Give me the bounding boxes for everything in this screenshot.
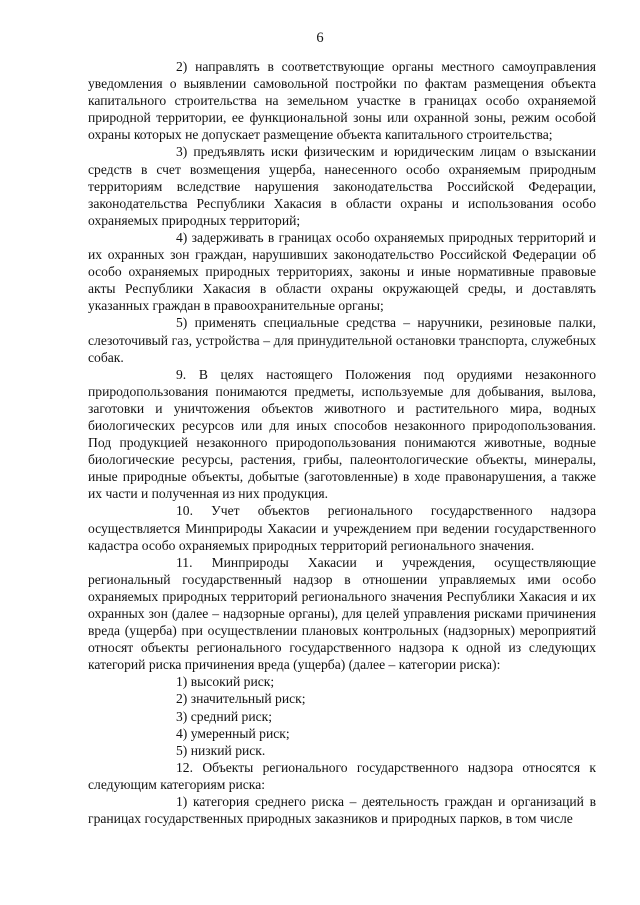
risk-list-item: [88, 673, 596, 690]
paragraph-3: [88, 143, 596, 228]
paragraph-number: 9.: [176, 366, 187, 382]
paragraph-text: Объекты регионального государственного надзора относятся к следующим категориям риска:: [88, 759, 596, 792]
paragraph-number: 12.: [176, 759, 193, 775]
paragraph-5: [88, 314, 596, 365]
paragraph-number: 4): [176, 229, 188, 245]
list-text: высокий риск;: [190, 674, 275, 690]
risk-list-item: [88, 690, 596, 707]
paragraph-12-1: [88, 793, 596, 827]
paragraph-4: [88, 229, 596, 314]
paragraph-number: 1): [176, 794, 188, 810]
paragraph-number: 5): [176, 315, 188, 331]
paragraph-text: Учет объектов регионального государственного надзора осуществляется Минприроды Хакасии и учреждением при ведении государственного кадастра особо охраняемых природных территорий регионального значения.: [88, 503, 596, 553]
paragraph-text: предъявлять иски физическим и юридическим лицам о взыскании средств в счет возмещения ущерба, нанесенного особо охраняемым природным территориям вследствие нарушения законодательства Российской Федерации, законодательства Республики Хакасия в области охраны и использования особо охраняемых природных территорий;: [88, 144, 596, 228]
risk-list-item: [88, 725, 596, 742]
page-number: 6: [316, 30, 324, 46]
list-text: низкий риск.: [190, 742, 266, 758]
paragraph-number: 2): [176, 59, 188, 74]
paragraph-text: направлять в соответствующие органы местного самоуправления уведомления о выявлении самовольной постройки по фактам размещения объекта капитального строительства на земельном участке в границах особо охраняемой природной территории, ее функциональной зоны или охранной зоны, режим особой охраны которых не допускает размещение объекта капитального строительства;: [88, 59, 597, 143]
list-number: 5): [176, 742, 188, 758]
list-number: 1): [176, 674, 188, 690]
list-number: 4): [176, 725, 188, 741]
paragraph-text: задерживать в границах особо охраняемых природных территорий и их охранных зон граждан, нарушивших законодательство Российской Федерации об особо охраняемых природных территориях, законы и иные нормативные правовые акты Республики Хакасия в области охраны окружающей среды, и доставлять указанных граждан в правоохранительные органы;: [88, 229, 596, 314]
paragraph-text: категория среднего риска – деятельность граждан и организаций в границах государственных природных заказников и природных парков, в том числе: [88, 794, 596, 827]
list-number: 2): [176, 691, 188, 707]
list-text: умеренный риск;: [190, 725, 290, 741]
risk-list-item: [88, 708, 596, 725]
paragraph-number: 11.: [176, 554, 193, 570]
paragraph-number: 3): [176, 144, 188, 160]
document-body: [88, 58, 596, 827]
risk-list-item: [88, 742, 596, 759]
list-number: 3): [176, 708, 188, 724]
paragraph-10: [88, 502, 596, 553]
paragraph-text: В целях настоящего Положения под орудиями незаконного природопользования понимаются предметы, используемые для добывания, вылова, заготовки и уничтожения объектов животного и растительного мира, водных биологических ресурсов или для иных способов незаконного природопользования. Под продукцией незаконного природопользования понимаются животные, водные биологические ресурсы, растения, грибы, палеонтологические объекты, минералы, иные природные объекты, добытые (заготовленные) в ходе правонарушения, а также их части и полученная из них продукция.: [88, 366, 596, 502]
paragraph-text: Минприроды Хакасии и учреждения, осуществляющие региональный государственный надзор в отношении управляемых ими особо охраняемых природных территорий регионального значения Республики Хакасия и их охранных зон (далее – надзорные органы), для целей управления рисками причинения вреда (ущерба) при осуществлении плановых контрольных (надзорных) мероприятий относят объекты регионального государственного надзора к одной из следующих категорий риска причинения вреда (ущерба) (далее – категории риска):: [88, 554, 596, 673]
paragraph-text: применять специальные средства – наручники, резиновые палки, слезоточивый газ, устройства – для принудительной остановки транспорта, служебных собак.: [88, 315, 596, 365]
paragraph-11: [88, 554, 596, 674]
list-text: значительный риск;: [190, 691, 306, 707]
list-text: средний риск;: [190, 708, 273, 724]
paragraph-number: 10.: [176, 503, 193, 519]
paragraph-9: [88, 366, 596, 503]
paragraph-2: [88, 58, 596, 143]
paragraph-12: [88, 759, 596, 793]
